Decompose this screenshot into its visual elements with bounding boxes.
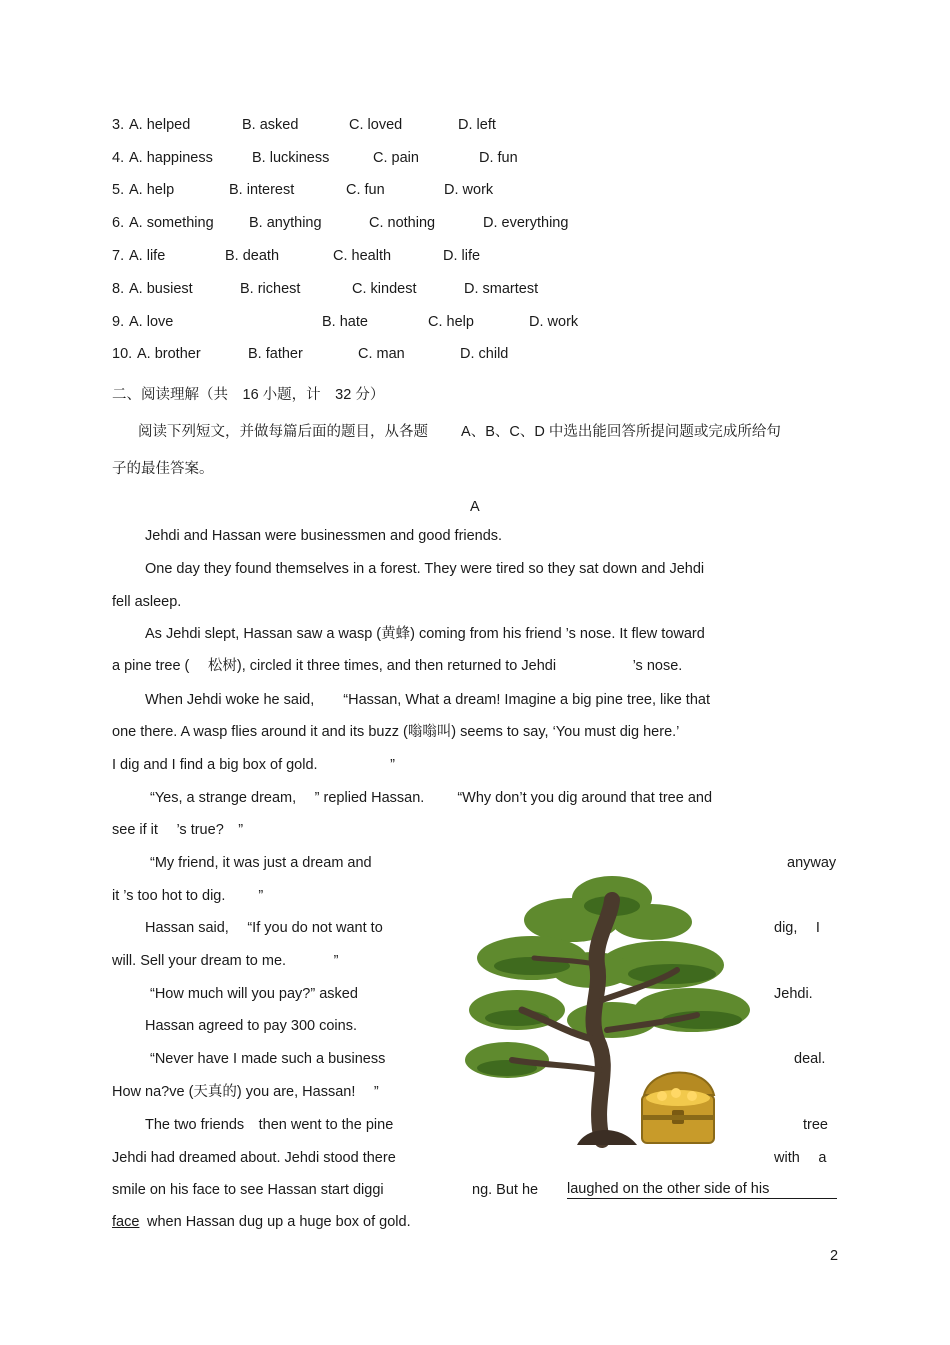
pine-tree-illustration [462, 870, 757, 1155]
option-d: D. child [460, 346, 509, 362]
option-a: A. happiness [129, 150, 213, 166]
option-c: C. nothing [369, 215, 436, 231]
option-b: B. father [248, 346, 303, 362]
passage-line: “Yes, a strange dream, ” replied Hassan. “Why don’t you dig around that tree and [150, 790, 713, 806]
option-a: A. helped [129, 117, 191, 133]
option-b: B. richest [240, 281, 301, 297]
option-a: A. life [129, 248, 166, 264]
passage-line-end: Jehdi. [774, 986, 813, 1002]
option-c: C. man [358, 346, 405, 362]
option-d: D. life [443, 248, 481, 264]
option-num: 9. [112, 314, 125, 330]
option-d: D. fun [479, 150, 518, 166]
option-d: D. work [444, 182, 494, 198]
passage-line-end: tree [803, 1117, 828, 1133]
passage-line: one there. A wasp flies around it and its buzz (嗡嗡叫) seems to say, ‘You must dig here.’ [112, 724, 680, 740]
passage-line-end: with a [774, 1150, 827, 1166]
option-d: D. everything [483, 215, 569, 231]
passage-line: Hassan agreed to pay 300 coins. [145, 1018, 357, 1034]
option-a: A. something [129, 215, 214, 231]
passage-line: Hassan said, “If you do not want to [145, 920, 383, 936]
option-c: C. health [333, 248, 392, 264]
passage-line: When Jehdi woke he said, “Hassan, What a dream! Imagine a big pine tree, like that [145, 692, 710, 708]
option-a: A. help [129, 182, 175, 198]
option-a: A. busiest [129, 281, 193, 297]
passage-line: “How much will you pay?” asked [150, 986, 358, 1002]
option-num: 8. [112, 281, 125, 297]
underlined-phrase-end: face [112, 1214, 140, 1230]
option-c: C. help [428, 314, 474, 330]
passage-line: One day they found themselves in a forest. They were tired so they sat down and Jehdi [145, 561, 705, 577]
passage-line: will. Sell your dream to me. ” [112, 953, 339, 969]
passage-line-end: dig, I [774, 920, 820, 936]
underlined-phrase: laughed on the other side of his [567, 1181, 837, 1199]
passage-line: a pine tree ( 松树), circled it three times, and then returned to Jehdi ’s nose. [112, 658, 683, 674]
passage-line: How na?ve (天真的) you are, Hassan! ” [112, 1084, 379, 1100]
passage-line-end: deal. [794, 1051, 826, 1067]
option-b: B. asked [242, 117, 299, 133]
passage-line: I dig and I find a big box of gold. ” [112, 757, 395, 773]
passage-line: Jehdi had dreamed about. Jehdi stood there [112, 1150, 396, 1166]
passage-line-end: anyway [787, 855, 837, 871]
option-num: 5. [112, 182, 125, 198]
passage-line: Jehdi and Hassan were businessmen and good friends. [145, 528, 503, 544]
option-a: 3. [112, 117, 125, 133]
passage-label: A [470, 499, 480, 515]
option-b: B. hate [322, 314, 368, 330]
option-num: 4. [112, 150, 125, 166]
passage-line: The two friends then went to the pine [145, 1117, 394, 1133]
section-instructions-cont: 子的最佳答案。 [112, 461, 214, 477]
option-c: C. pain [373, 150, 419, 166]
option-d: D. work [529, 314, 579, 330]
section-instructions: 阅读下列短文，并做每篇后面的题目，从各题 A、B、C、D 中选出能回答所提问题或完成所给句 [138, 424, 781, 440]
option-b: B. anything [249, 215, 322, 231]
option-c: C. fun [346, 182, 385, 198]
passage-line: it ’s too hot to dig. ” [112, 888, 264, 904]
option-c: C. loved [349, 117, 403, 133]
option-num: 6. [112, 215, 125, 231]
passage-line: “My friend, it was just a dream and [150, 855, 372, 871]
passage-line: smile on his face to see Hassan start diggi [112, 1182, 384, 1198]
option-d: D. smartest [464, 281, 539, 297]
option-c: C. kindest [352, 281, 417, 297]
option-b: B. interest [229, 182, 295, 198]
passage-line: see if it ’s true? ” [112, 822, 244, 838]
passage-line: As Jehdi slept, Hassan saw a wasp (黄蜂) coming from his friend ’s nose. It flew toward [145, 626, 705, 642]
option-b: B. death [225, 248, 280, 264]
treasure-chest-icon [642, 1073, 714, 1144]
option-num: 10. [112, 346, 133, 362]
option-b: B. luckiness [252, 150, 330, 166]
option-a: A. love [129, 314, 174, 330]
page-number: 2 [830, 1248, 839, 1264]
passage-line: fell asleep. [112, 594, 182, 610]
option-d: D. left [458, 117, 496, 133]
option-num: 7. [112, 248, 125, 264]
option-a: A. brother [137, 346, 201, 362]
section-title: 二、阅读理解（共 16 小题，计 32 分） [112, 387, 385, 403]
passage-line: when Hassan dug up a huge box of gold. [147, 1214, 411, 1230]
passage-line: “Never have I made such a business [150, 1051, 386, 1067]
passage-line-mid: ng. But he [472, 1182, 539, 1198]
